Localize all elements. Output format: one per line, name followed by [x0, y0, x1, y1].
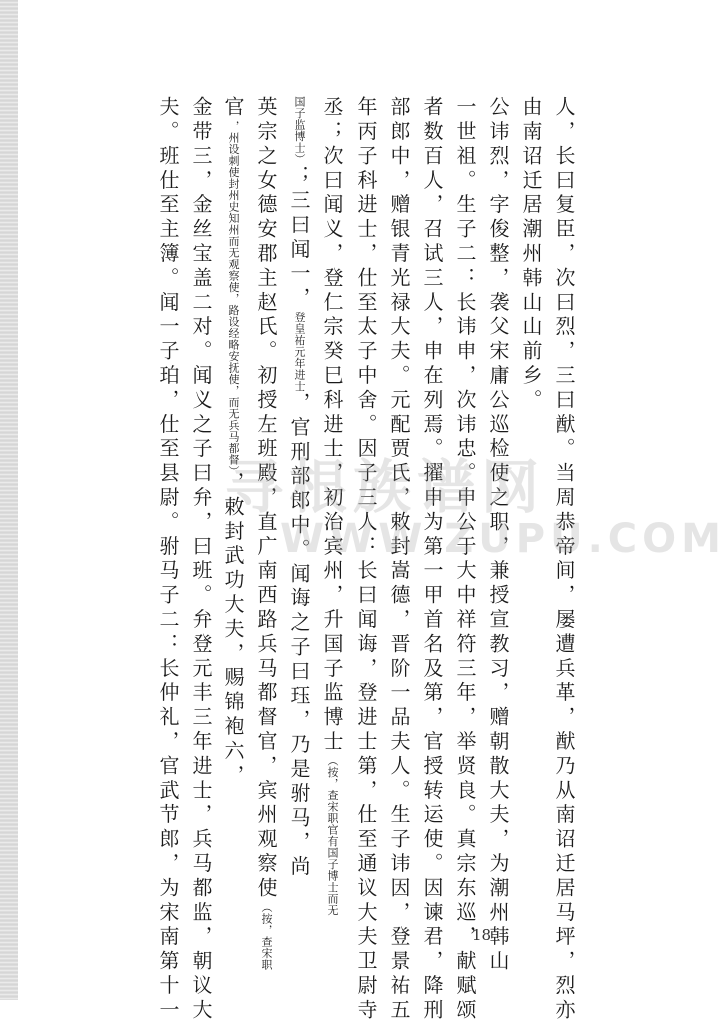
watermark-url: WWW.ZUPU.COM — [280, 516, 726, 562]
text-column-13: 夫。班仕至主簿。闻一子珀，仕至县尉。驸马子二：长仲礼，官武节郎，为宋南第十一 — [156, 96, 180, 1023]
watermark-chinese: 寻根族谱网 — [225, 453, 546, 521]
text-column-2: 由南诏迁居潮州韩山山前乡。 — [519, 96, 543, 414]
text-column-8: 丞；次曰闻义，登仁宗癸巳科进士，初治宾州，升国子监博士（按，查宋职官有国子博士而无 — [320, 96, 344, 916]
inline-note: ，州设刺使封州史知州而无观察使，路设经略安抚使，而无兵马都督） — [227, 120, 240, 472]
text-column-9: 国子监博士）；三曰闻一，登皇祐元年进士，官刑部郎中。闻诲之子曰珏，乃是驸马，尚 — [287, 96, 311, 880]
text-column-12: 金带三，金丝宝盖二对。闻义之子曰弁，曰班。弁登元丰三年进士，兵马都监，朝议大 — [189, 96, 213, 1023]
text-column-7: 年丙子科进士，仕至太子中舍。因子三人：长曰闻诲，登进士第，仕至通议大夫卫尉寺 — [354, 96, 378, 1023]
inline-note: 登皇祐元年进士 — [293, 311, 306, 392]
text-column-11: 官，州设刺使封州史知州而无观察使，路设经略安抚使，而无兵马都督），敕封武功大夫，赐锦袍六， — [221, 96, 245, 789]
text-column-1: 人，长曰复臣，次曰烈，三曰猷。当周恭帝间，屡遭兵革，猷乃从南诏迁居马坪，烈亦 — [552, 96, 576, 1023]
text-column-5: 者数百人，召试三人，申在列焉。擢申为第一甲首名及第，官授转运使。因谏君，降刑 — [420, 96, 444, 1023]
text-column-10: 英宗之女德安郡主赵氏。初授左班殿，直广南西路兵马都督官，宾州观察使（按，查宋职 — [254, 96, 278, 971]
text-column-3: 公讳烈，字俊整，袭父宋庸公巡检使之职，兼授宣教习，赠朝散大夫，为潮州韩山 — [486, 96, 510, 975]
binding-edge-shadow — [0, 0, 18, 1000]
inline-note: 国子监博士） — [293, 96, 306, 165]
inline-note: （按，查宋职 — [260, 901, 273, 971]
text-column-4: 一世祖。生子二：长讳申，次讳忠。申公于大中祥符三年，举贤良。真宗东巡，献赋颂 — [453, 96, 477, 1023]
page-number: 18 — [472, 926, 492, 944]
inline-note: （按，查宋职官有国子博士而无 — [326, 754, 339, 916]
text-column-6: 部郎中，赠银青光禄大夫。元配贾氏，敕封嵩德，晋阶一品夫人。生子讳因，登景祐五 — [387, 96, 411, 1023]
